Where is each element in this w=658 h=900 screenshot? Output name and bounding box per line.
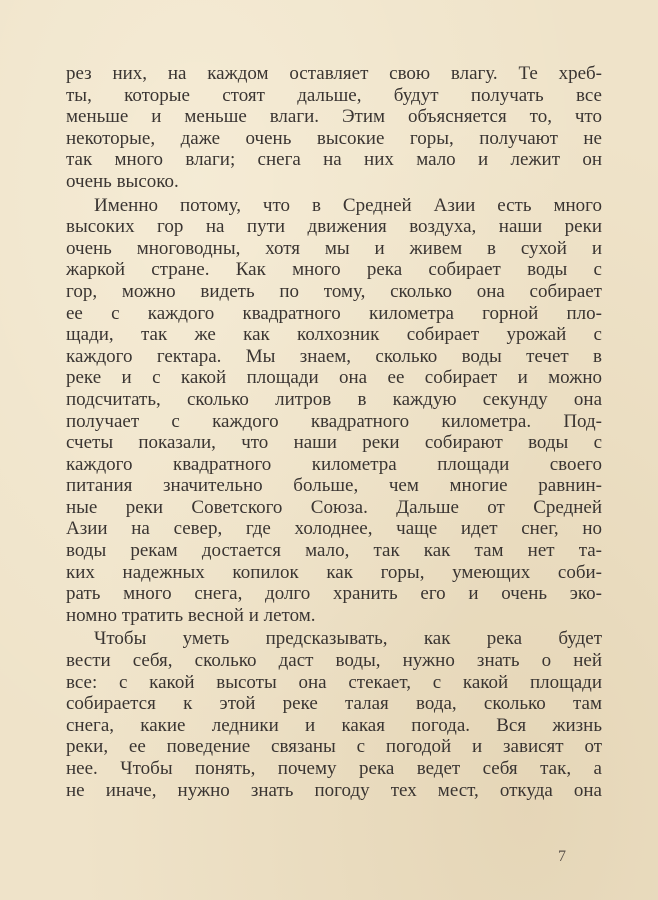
text-line: очень высоко.: [66, 170, 179, 192]
text-line: нее. Чтобы понять, почему река ведет себя так, а: [66, 758, 602, 779]
text-line: высоких гор на пути движения воздуха, наши реки: [66, 216, 602, 238]
text-line: Азии на север, где холоднее, чаще идет снег, но: [66, 518, 602, 540]
text-line: жаркой стране. Как много река собирает воды с: [66, 259, 602, 281]
text-line: очень многоводны, хотя мы и живем в сухой и: [66, 237, 602, 259]
text-line: щади, так же как колхозник собирает урожай с: [66, 324, 602, 346]
text-line: Именно потому, что в Средней Азии есть много: [94, 194, 602, 216]
text-line: снега, какие ледники и какая погода. Вся жизнь: [66, 714, 602, 736]
text-line: собирается к этой реке талая вода, сколько там: [66, 693, 602, 715]
text-line: каждого гектара. Мы знаем, сколько воды течет в: [66, 345, 602, 367]
text-line: ные реки Советского Союза. Дальше от Средней: [66, 496, 602, 518]
paragraph-1: [66, 63, 602, 193]
text-line: воды рекам достается мало, так как там нет та-: [66, 540, 602, 562]
text-line: ких надежных копилок как горы, умеющих соби-: [66, 561, 602, 583]
text-line: питания значительно больше, чем многие равнин-: [66, 475, 602, 497]
text-line: не иначе, нужно знать погоду тех мест, откуда она: [66, 779, 602, 801]
text-line: реке и с какой площади она ее собирает и можно: [66, 367, 602, 389]
text-line: гор, можно видеть по тому, сколько она собирает: [66, 280, 602, 302]
page-number: 7: [558, 848, 566, 865]
text-line: получает с каждого квадратного километра. Под-: [66, 410, 602, 432]
paragraph-3: [66, 628, 602, 801]
text-line: так много влаги; снега на них мало и лежит он: [66, 149, 602, 171]
text-line: рез них, на каждом оставляет свою влагу. Те хреб-: [66, 63, 602, 84]
text-line: рать много снега, долго хранить его и очень эко-: [66, 583, 602, 605]
text-line: меньше и меньше влаги. Этим объясняется то, что: [66, 106, 602, 128]
text-line: реки, ее поведение связаны с погодой и зависят от: [66, 736, 602, 758]
text-line: счеты показали, что наши реки собирают воды с: [66, 432, 602, 454]
text-line: ты, которые стоят дальше, будут получать все: [66, 84, 602, 106]
text-line: подсчитать, сколько литров в каждую секунду она: [66, 388, 602, 410]
text-line: вести себя, сколько даст воды, нужно знать о ней: [66, 650, 602, 672]
text-line: каждого квадратного километра площади своего: [66, 453, 602, 475]
text-line: некоторые, даже очень высокие горы, получают не: [66, 127, 602, 149]
text-line: номно тратить весной и летом.: [66, 604, 316, 626]
text-line: ее с каждого квадратного километра горной пло-: [66, 302, 602, 324]
text-line: Чтобы уметь предсказывать, как река будет: [94, 628, 602, 650]
text-line: все: с какой высоты она стекает, с какой площади: [66, 671, 602, 693]
paragraph-2: [66, 195, 602, 627]
body-text: [66, 63, 602, 801]
